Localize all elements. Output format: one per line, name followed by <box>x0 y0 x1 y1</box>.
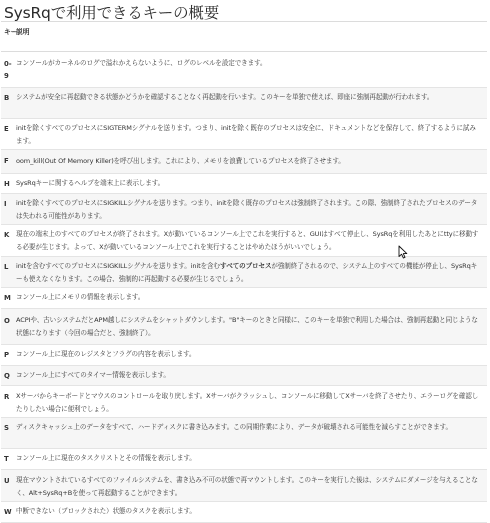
row-key: T <box>4 455 9 463</box>
table-row <box>1 309 487 345</box>
table-row <box>1 418 487 449</box>
row-description: システムが安全に再起動できる状態かどうかを確認することなく再起動を行います。このキーを単独で使えば、即座に強制再起動が行われます。 <box>16 93 434 101</box>
table-row <box>1 288 487 309</box>
desc-part: initを含むすべてのプロセスにSIGKILLシグナルを送ります。initを含む <box>16 262 220 270</box>
table-row <box>1 150 487 174</box>
header-key: キー <box>4 28 18 36</box>
row-key: Q <box>4 372 10 380</box>
row-key: F <box>4 157 9 165</box>
row-key: R <box>4 393 10 401</box>
row-description: initを除くすべてのプロセスにSIGKILLシグナルを送ります。つまり、initを除く既存のプロセスは強制終了されます。この際、強制終了されたプロセスのデータは失われる可能性があります。 <box>16 199 478 220</box>
row-key: M <box>4 294 11 302</box>
row-key: L <box>4 263 9 271</box>
row-description: SysRqキーに関するヘルプを端末上に表示します。 <box>16 179 165 187</box>
row-description: ディスクキャッシュ上のデータをすべて、ハードディスクに書き込みます。この同期作業により、データが破壊される可能性を減らすことができます。 <box>16 423 452 431</box>
table-row <box>1 386 487 418</box>
row-key: P <box>4 351 10 359</box>
row-description: コンソールがカーネルのログで溢れかえらないように、ログのレベルを設定できます。 <box>16 59 267 67</box>
row-description: コンソール上にメモリの情報を表示します。 <box>16 293 145 301</box>
row-key: K <box>4 231 10 239</box>
row-description: ACPIや、古いシステムだとAPM越しにシステムをシャットダウンします。"B"キーのときと同様に、このキーを単独で利用した場合は、強制再起動と同じような状態になります（今回の場合だと、強制終了）。 <box>16 316 478 337</box>
table-row <box>1 449 487 470</box>
row-key: H <box>4 180 10 188</box>
row-key: W <box>4 508 12 516</box>
row-key: S <box>4 424 9 432</box>
table-row <box>1 257 487 288</box>
row-description: 中断できない（ブロックされた）状態のタスクを表示します。 <box>16 507 196 515</box>
desc-emphasis: すべてのプロセス <box>219 262 272 270</box>
table-row <box>1 470 487 502</box>
row-description: コンソール上に現在のタスクリストとその情報を表示します。 <box>16 454 196 462</box>
sysrq-key-table <box>1 21 487 523</box>
mouse-pointer-icon <box>398 245 408 259</box>
row-description <box>16 260 482 285</box>
header-description: 説明 <box>16 28 30 36</box>
row-key: U <box>4 477 10 485</box>
row-description: Xサーバからキーボードとマウスのコントロールを取り戻します。Xサーバがクラッシュし、コンソールに移動してXサーバを終了させたり、エラーログを確認したりしたい場合に便利でしょう。 <box>16 392 479 413</box>
table-row <box>1 366 487 386</box>
table-header <box>1 22 487 52</box>
row-key: B <box>4 94 10 102</box>
row-key: E <box>4 125 9 133</box>
table-row <box>1 119 487 150</box>
table-row <box>1 194 487 225</box>
table-row <box>1 502 487 523</box>
row-description: oom_kill(Out Of Memory Killer)を呼び出します。これにより、メモリを浪費しているプロセスを終了させます。 <box>16 157 345 165</box>
row-description: 現在マウントされているすべてのファイルシステムを、書き込み不可の状態で再マウントします。このキーを実行した後は、システムにダメージを与えることなく、Alt+SysRq+Bを使って再起動することができます。 <box>16 476 478 497</box>
row-key: O <box>4 317 10 325</box>
table-row <box>1 174 487 194</box>
page-title: SysRqで利用できるキーの概要 <box>4 4 219 22</box>
row-description: 現在の端末上のすべてのプロセスが終了されます。Xが動いているコンソール上でこれを実行すると、GUIはすべて停止し、SysRqを利用したあとにttyに移動する必要が生じます。よって、Xが動いているコンソール上でこれを実行することはやめたほうがいいでしょう。 <box>16 230 479 251</box>
table-row <box>1 225 487 257</box>
table-row <box>1 52 487 88</box>
row-description: initを除くすべてのプロセスにSIGTERMシグナルを送ります。つまり、initを除く既存のプロセスは安全に、ドキュメントなどを保存して、終了するように試みます。 <box>16 124 476 145</box>
row-key: I <box>4 200 7 208</box>
row-key: 0- 9 <box>4 60 12 80</box>
table-row <box>1 345 487 366</box>
table-row <box>1 88 487 119</box>
row-description: コンソール上に現在のレジスタとフラグの内容を表示します。 <box>16 350 196 358</box>
desc-part: が強制終了されるので、システム上のすべての機能が停止し、SysRqキーも使えなくなります。この場合、強制的に再起動する必要が生じるでしょう。 <box>16 262 478 283</box>
row-description: コンソール上にすべてのタイマー情報を表示します。 <box>16 371 170 379</box>
